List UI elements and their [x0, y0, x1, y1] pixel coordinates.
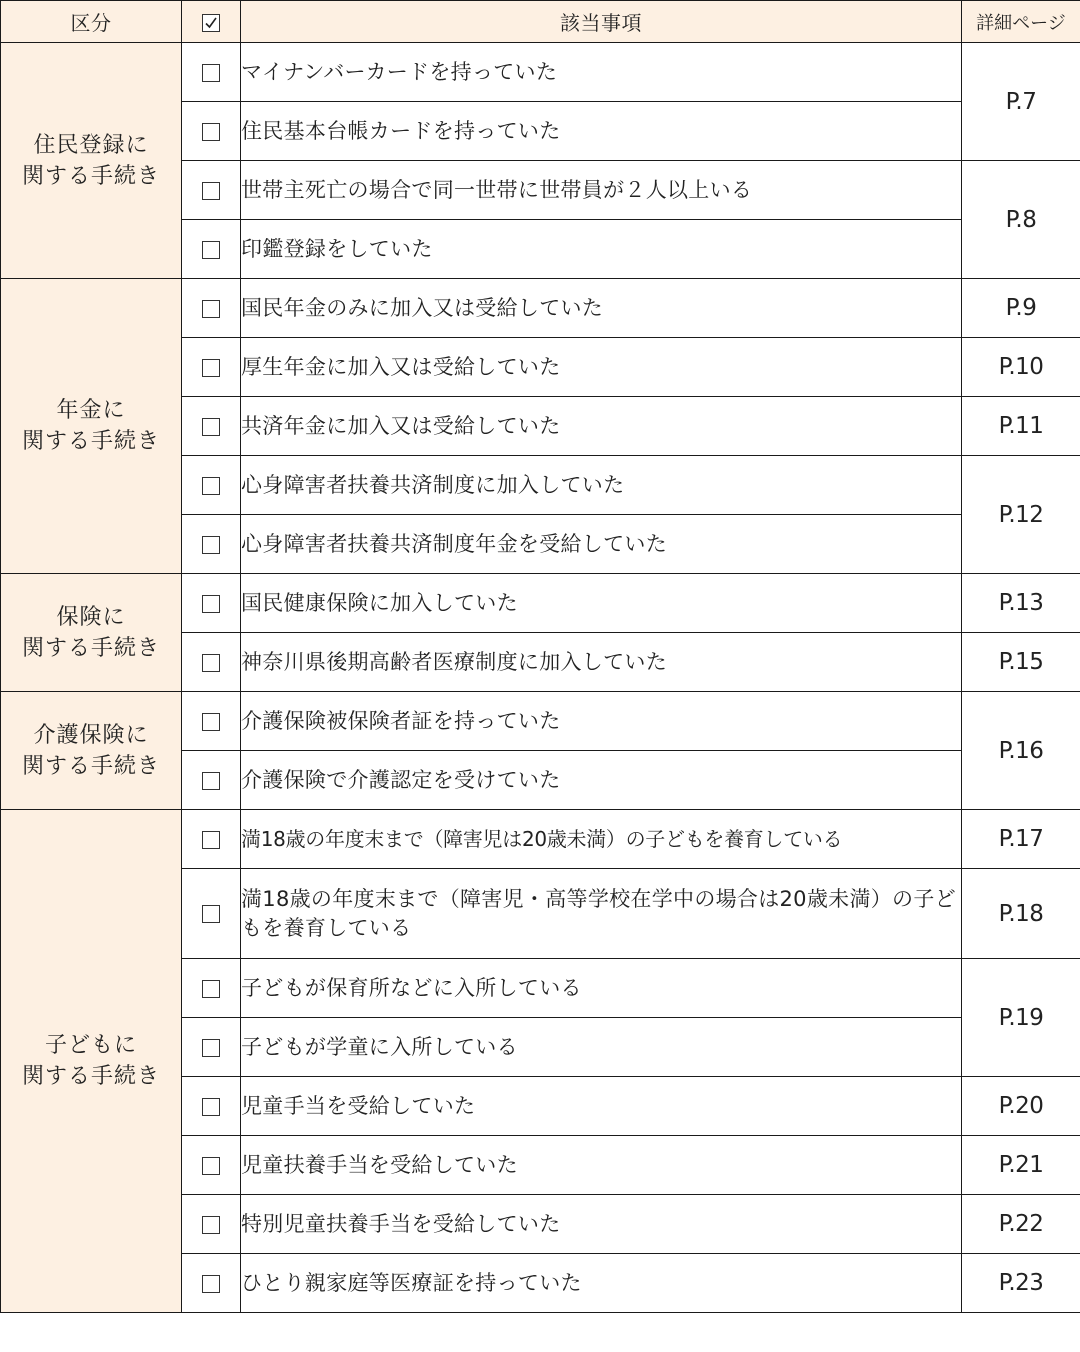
table-row	[1, 692, 1080, 751]
table-row	[1, 574, 1080, 633]
checkbox[interactable]	[202, 595, 220, 613]
category-residence: 住民登録に 関する手続き	[1, 43, 182, 279]
page-ref: P.22	[962, 1195, 1080, 1254]
table-row	[1, 279, 1080, 338]
page-ref: P.17	[962, 810, 1080, 869]
checkbox[interactable]	[202, 831, 220, 849]
checkbox[interactable]	[202, 654, 220, 672]
page-ref: P.9	[962, 279, 1080, 338]
checkbox[interactable]	[202, 713, 220, 731]
item-text: 神奈川県後期高齢者医療制度に加入していた	[241, 633, 962, 692]
page-ref: P.20	[962, 1077, 1080, 1136]
checkbox[interactable]	[202, 1275, 220, 1293]
item-text: 世帯主死亡の場合で同一世帯に世帯員が２人以上いる	[241, 161, 962, 220]
checkbox[interactable]	[202, 1098, 220, 1116]
page-ref: P.7	[962, 43, 1080, 161]
table-row	[1, 43, 1080, 102]
checkbox[interactable]	[202, 536, 220, 554]
header-item: 該当事項	[241, 1, 962, 43]
category-children: 子どもに 関する手続き	[1, 810, 182, 1313]
checkbox[interactable]	[202, 1216, 220, 1234]
page-ref: P.12	[962, 456, 1080, 574]
checkbox[interactable]	[202, 241, 220, 259]
checkbox[interactable]	[202, 905, 220, 923]
header-check	[182, 1, 241, 43]
page-ref: P.15	[962, 633, 1080, 692]
checkbox[interactable]	[202, 1039, 220, 1057]
page-ref: P.21	[962, 1136, 1080, 1195]
item-text: 子どもが学童に入所している	[241, 1018, 962, 1077]
header-category: 区分	[1, 1, 182, 43]
item-text: 特別児童扶養手当を受給していた	[241, 1195, 962, 1254]
header-row	[1, 1, 1080, 43]
page-ref: P.10	[962, 338, 1080, 397]
checkbox[interactable]	[202, 1157, 220, 1175]
item-text: 子どもが保育所などに入所している	[241, 959, 962, 1018]
item-text: 印鑑登録をしていた	[241, 220, 962, 279]
item-text: 満18歳の年度末まで（障害児は20歳未満）の子どもを養育している	[241, 810, 962, 869]
checkbox[interactable]	[202, 359, 220, 377]
category-pension: 年金に 関する手続き	[1, 279, 182, 574]
checkbox[interactable]	[202, 300, 220, 318]
page-ref: P.16	[962, 692, 1080, 810]
item-text: 児童手当を受給していた	[241, 1077, 962, 1136]
page-ref: P.19	[962, 959, 1080, 1077]
page-ref: P.13	[962, 574, 1080, 633]
checkbox[interactable]	[202, 182, 220, 200]
item-text: 国民健康保険に加入していた	[241, 574, 962, 633]
table-row	[1, 810, 1080, 869]
checkbox[interactable]	[202, 477, 220, 495]
item-text: 国民年金のみに加入又は受給していた	[241, 279, 962, 338]
item-text: ひとり親家庭等医療証を持っていた	[241, 1254, 962, 1313]
checkbox[interactable]	[202, 123, 220, 141]
page-ref: P.18	[962, 869, 1080, 959]
page-ref: P.8	[962, 161, 1080, 279]
item-text: 心身障害者扶養共済制度に加入していた	[241, 456, 962, 515]
category-insurance: 保険に 関する手続き	[1, 574, 182, 692]
checkbox[interactable]	[202, 772, 220, 790]
item-text: 心身障害者扶養共済制度年金を受給していた	[241, 515, 962, 574]
page-ref: P.23	[962, 1254, 1080, 1313]
item-text: マイナンバーカードを持っていた	[241, 43, 962, 102]
page-ref: P.11	[962, 397, 1080, 456]
item-text: 厚生年金に加入又は受給していた	[241, 338, 962, 397]
header-page: 詳細ページ	[962, 1, 1080, 43]
checkbox[interactable]	[202, 418, 220, 436]
item-text: 介護保険で介護認定を受けていた	[241, 751, 962, 810]
category-nursing-care: 介護保険に 関する手続き	[1, 692, 182, 810]
item-text: 児童扶養手当を受給していた	[241, 1136, 962, 1195]
item-text: 住民基本台帳カードを持っていた	[241, 102, 962, 161]
item-text: 満18歳の年度末まで（障害児・高等学校在学中の場合は20歳未満）の子どもを養育している	[241, 869, 962, 959]
item-text: 介護保険被保険者証を持っていた	[241, 692, 962, 751]
item-text: 共済年金に加入又は受給していた	[241, 397, 962, 456]
checkbox-checked-icon	[202, 14, 220, 32]
checkbox[interactable]	[202, 980, 220, 998]
checkbox[interactable]	[202, 64, 220, 82]
